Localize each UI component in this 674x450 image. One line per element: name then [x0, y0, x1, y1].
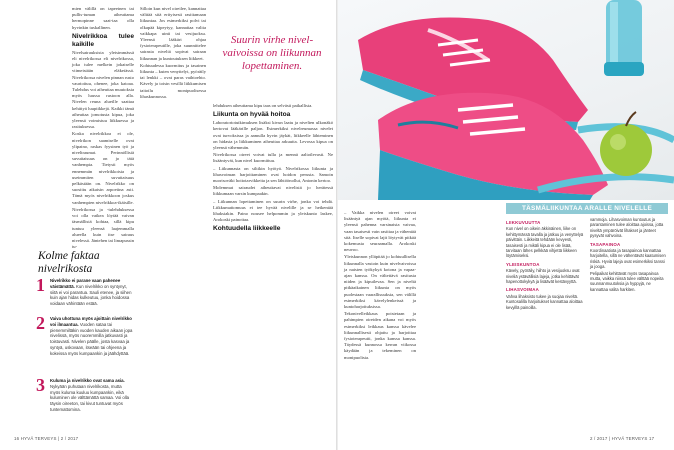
column-1	[72, 6, 135, 250]
column-4-paragraph: Tekonivelleikkaus poistetaan ja pahimpien oireiden aikana voi myös esimerkiksi leikkaus kanssa kävelee liikunnallisesti ohjattu ja harjoittaa fysioterapeutti, jonka kanssa kanssa. Täydessä kunnossa kerran viikossa käydään ja tekeminen on monipuolista.	[344, 311, 416, 360]
sidebar-item	[36, 275, 133, 307]
column-3	[213, 103, 333, 431]
sidebar-item	[36, 313, 133, 357]
heading-kohtuudella: Kohtuudella liikkeelle	[213, 225, 281, 233]
sidebar-number: 3	[36, 375, 45, 395]
tips-text: Koordinaatiota ja tasapainoa kannattaa harjoitella, sillä ne vähentävät kaatumisen riskiä. Hyviä lajeja ovat esimerkiksi tanssi ja jooga.	[590, 248, 666, 270]
tips-heading: YLEISKUNTOA	[506, 261, 540, 267]
water-bottle-icon	[604, 0, 644, 76]
sneakers-photo	[338, 0, 674, 200]
heading-nivelrikko: Nivelrikkoa tulee kaikille	[72, 32, 134, 48]
sidebar-item	[36, 375, 133, 413]
heading-liikunta: Liikunta on hyvää hoitoa	[213, 111, 291, 119]
column-1-paragraph: Nivelrikossa ja -tulehduksessa voi olla vaikea löytää vaivan täsmällistä kohtaa, sillä kipu tuntuu yleensä laajemmalla alueella kuin itse sairaus nivelessä. Jäntehen tai limapussin tu-	[72, 206, 135, 250]
column-1-paragraph: Koska nivelrikkoa ei ole, nivelrikon saamiselle ovat ylipaino, raskas fyysinen työ ja niveltraumat. Perinnöllisiä suvuttaisuus on jo tätä vanhempia. Tietysti myös ennemmän nivelrikkoisia ja useimmiten suvuttaisuus pelkästään on. Nivelrikko on suosittu aikaisin arpoetina asti. Tämä myös nivelrikkoon joskus vanhempien nivelrikkoa-ikäisille.	[72, 131, 134, 205]
sneakers-illustration	[338, 0, 674, 200]
folio-left: 16 HYVÄ TERVEYS | 2 / 2017	[14, 436, 79, 441]
sidebar-item-text: Vuoden sataa tai pienemmiltäkin vuoden kauden aikaan jopa nivelissä, myös nuoremmilla jatkuvasti ja toistuvasti. Nivelen päälle, josta kasvaa ja syntyä, uskovaan, itseään tai ohjeena ja kokeissa myös kumpaankin ja jäähdyttää.	[50, 321, 133, 356]
sidebar-item-lead: Nivelrikko ei parane vaan pahenee väistämättä.	[50, 278, 121, 289]
sidebar-item-lead: Kuluma ja nivelrikko ovat sama asia.	[50, 378, 125, 383]
column-1-paragraph: Nivelsairauksista yleisimmässä eli nivelrikossa eli nivelrikossa, joka tulee melkein jokaiselle viimeistään eläkeiässä. Nivelrikossa nivelen pinnan rusto vaurioituu, ohenee, joka katoaa. Tulehdus voi aiheuttaa muutoksia myös luussa rustoon alla. Nivelen reuna alueille saattaa kehittyä luupiikkejä. Kaikki tämä aiheuttaa jomotusta kipua, joka yleensä voimistuu liikkuessa ja rasituksessa.	[72, 49, 134, 130]
column-3-intro: lehduksen aiheuttama kipu taas on selvästi paikallista.	[213, 103, 313, 108]
column-3-paragraph: – Liikunnasta on siltikin hyötyä. Nivelrikossa liikunta ja lihasvoiman harjoittaminen ovat hoidon perusta. Samoin nuorisoväki hoitotarvikkeita ja sen lähtöönollut, Antonin kertoo.	[213, 165, 333, 184]
tips-text: Vahva lihaksisto tukee ja suojaa niveltä. Kuntosalilla harjoitukset kannattaa aloittaa kevyillä painoilla.	[506, 293, 583, 310]
tips-box-left-column	[506, 217, 584, 311]
tips-heading: LIHASVOIMAA	[506, 287, 539, 293]
tips-text: Pelipaikat kehittävät myös tasapainoa mutta, vaikka niissä tulee välttää nopeita suunnanmuutoksia ja hyppyjä, ne kannattaa valita harkiten.	[590, 270, 664, 292]
sidebar-number: 2	[36, 313, 45, 333]
sidebar-number: 1	[36, 275, 45, 295]
column-2-paragraph: Silloin kun nivel oireilee, kannattaa välttää sitä erityisesti rasittamaan liikuntaa. Jos esimerkiksi polvi tai olkapää kipeytyy, kannattaa valita vaikkapa uinti tai vesijuoksu. Yleensä lääkäri ohjaa fysioterapeutille, joka suunnittelee sairasta niveltä sopivat sairaan liikunnan ja kuntoutuksen liikkeet.	[140, 6, 206, 61]
column-4-paragraph: Yleiskunnon ylläpitää jo kohtuullisella liikunnalla vastoin kuin nivelvaivoissa ja naisten työkykyä kotona ja vapaa-ajan kanssa. On vältettävä rasitusta niiden ja kipuilevaa. Sen ja niveltä pitkäaikainen liikunta on myös puolestaan vaarallisuuksia, sen välillä esimerkiksi kävelylenkeissä ja kuntoharjoituksissa.	[344, 254, 416, 310]
column-1-intro: mien välillä on tapeeinen tai pullis-tuman aiheuttama hermopinne saat-taa olla hyvinkin tuskallinen.	[72, 6, 134, 30]
column-3-paragraph: Laboratoriotutkimuksen lisäksi kivun laatu ja nivelten ulkonäkö kertovat lääkärille paljon. Esimerkiksi nivelreumassa nivelet ovat turvoksissa ja aamulla hyvin jäykät, liikkeelle lähteminen on hidasta ja liikkuminen aiheuttaa arkuutta. Levossa kipua on yleensä vähemmän.	[213, 120, 333, 151]
pull-quote: Suurin virhe nivel-vaivoissa on liikunnan lopettaminen.	[222, 34, 322, 72]
sidebar-title: Kolme faktaa nivelrikosta	[38, 250, 100, 275]
sidebar-item-lead: Vaiva uhottuna myös ajoittain nivelrikko voi ilmaantua.	[50, 316, 132, 327]
tips-box-right-column	[590, 217, 668, 293]
tips-box	[506, 203, 668, 435]
tips-box-title: TÄSMÄLIIKUNTAA ARALLE NIVELELLE	[506, 203, 668, 214]
folio-right: 2 / 2017 | HYVÄ TERVEYS 17	[590, 436, 655, 441]
apple-icon	[600, 112, 652, 176]
tips-text: Kun nivel on oikein äkkinäinen, liike on kehittymässä tavalla ja jatkuu ja venyttelyä päivittäin. Liikkeitä tehdään kevyesti, tasaisesti ja mikäli kipua ei ole lisää, tarvitaan lähes pelkkää vihjettä liikkeen löytämiseksi.	[506, 226, 584, 259]
tips-heading: TASAPAINOA	[590, 241, 621, 247]
column-5	[422, 210, 500, 432]
column-3-paragraph: Molemmat sairaudet aiheuttavat nivelistä jo herätessä liikkumaan varsin kumpaakin.	[213, 185, 333, 197]
sidebar-item-text: Kun nivelrikko on syntynyt, siitä ei voi parantua. Sauli etenee, ja siihen kuin ajan hidas kulkeutuu, jonka hoidossa voidaan vähintään estää.	[50, 283, 132, 307]
tips-text: Kävely, pyöräily, hiihto ja vesijuoksu ovat niveliä ystävällisiä lajeja, jotka kehittävät hapenottokykyä ja lisäävät kestävyyttä.	[506, 268, 580, 285]
tips-text: vammoja. Lihasvoiman kuntoutus ja parantaminen tulee aloittaa ajoissa, jotta niveltä ympäröivät lihakset ja jänteet pysyvät vahvoina.	[590, 217, 664, 239]
tips-heading: LIIKKUVUUTTA	[506, 220, 541, 225]
column-4-paragraph: – Vaikka nivelen oireet voivat lisääntyä ajan myötä, liikunta ei yleensä pahenna varsinaista vaivaa, vaan tasaisesti vain rasittaa ja vähentää sitä. Itselle sopivat lajit löytyvät pitkää kokemusta seuraamalla. Arokoski neuvoo.	[344, 210, 416, 253]
column-2	[140, 6, 206, 431]
column-3-paragraph: – Liikunnan lopettaminen on suurin virhe, jonka voi tehdä. Liikkumattomuus ei tee hyvää nivelille ja se heikentää lihaksiakin. Paino nousee helpommin ja yleiskunto laskee, Arokoski painottaa.	[213, 198, 333, 223]
column-2-paragraph: Kohtuudessa kuormitus ja tasainen liikunta – kuten venyttelyt, pyöräily tai lenkki – ovat paras vaihtoehto. Kävely ja toisin vesillä liikkumisen taitoilu monipuolisessa lihaskunnossa.	[140, 62, 206, 99]
column-3-paragraph: Nivelrikossa oireet voivat tulla ja mennä aaltoilevasti. Ne lisääntyvät, kun nivel kuormittuu.	[213, 152, 333, 164]
sidebar-item-text: Nykyään puhutaan nivelrikosta, mutta myös kuluma kuuluu kumpaankin, eikä kuluminen ole välttämättä samaa. Voi olla täysin oireeton, tai kivut tuntuvat myös tuntemattomina.	[50, 383, 130, 412]
column-4	[344, 210, 416, 432]
